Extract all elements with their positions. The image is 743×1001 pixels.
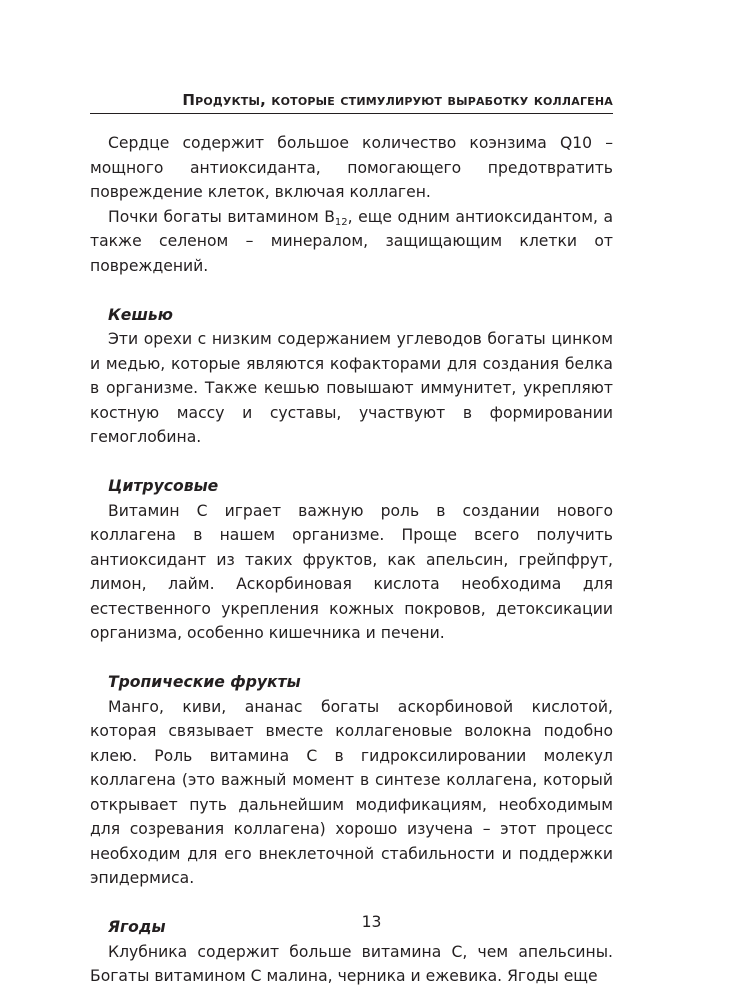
section-title-tropical-fruits: Тропические фрукты <box>108 673 301 691</box>
section-title-berries: Ягоды <box>108 918 166 936</box>
heart-paragraph: Сердце содержит большое количество коэнзима Q10 – мощного антиоксиданта, помогающего предотвратить повреждение клеток, включая коллаген. <box>90 134 613 201</box>
kidneys-text-before: Почки богаты витамином B <box>108 207 335 226</box>
vitamin-subscript: 12 <box>334 216 348 228</box>
section-text-berries: Клубника содержит больше витамина С, чем апельсины. Богаты витамином С малина, черника и ежевика. Ягоды еще <box>90 942 613 985</box>
kidneys-paragraph <box>90 205 613 279</box>
running-head-rule <box>90 113 613 114</box>
running-head: Продукты, которые стимулируют выработку коллагена <box>182 91 613 109</box>
section-title-citrus: Цитрусовые <box>108 477 219 495</box>
page-number: 13 <box>361 913 382 931</box>
section-text-tropical-fruits: Манго, киви, ананас богаты аскорбиновой кислотой, которая связывает вместе коллагеновые волокна подобно клею. Роль витамина С в гидроксилировании молекул коллагена (это важный момент в синтезе коллагена, который открывает путь дальнейшим модификациям, необходимым для созревания коллагена) хорошо изучена – этот процесс необходим для его внеклеточной стабильности и поддержки эпидермиса. <box>90 697 613 887</box>
kidneys-text-after: , еще одним антиоксидантом, а также селеном – минералом, защищающим клетки от повреждений. <box>90 207 613 275</box>
section-text-cashew: Эти орехи с низким содержанием углеводов богаты цинком и медью, которые являются кофакторами для создания белка в организме. Также кешью повышают иммунитет, укрепляют костную массу и суставы, участвуют в формировании гемоглобина. <box>90 330 613 446</box>
body-text <box>90 131 613 989</box>
section-title-cashew: Кешью <box>108 305 173 324</box>
section-text-citrus: Витамин С играет важную роль в создании нового коллагена в нашем организме. Проще всего получить антиоксидант из таких фруктов, как апельсин, грейпфрут, лимон, лайм. Аскорбиновая кислота необходима для естественного укрепления кожных покровов, детоксикации организма, особенно кишечника и печени. <box>90 501 613 642</box>
